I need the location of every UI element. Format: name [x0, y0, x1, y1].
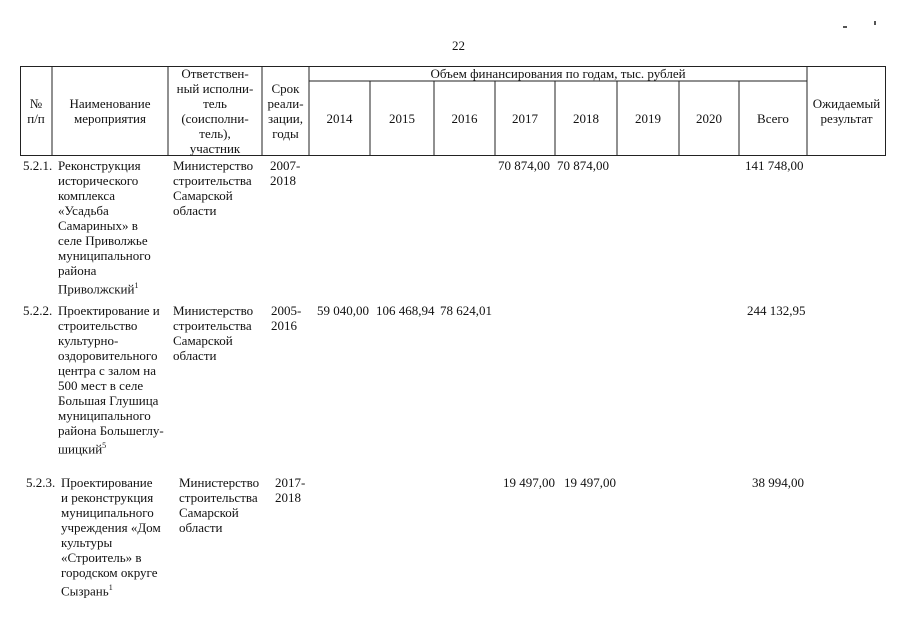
table-header — [20, 66, 886, 156]
scan-mark — [874, 21, 876, 25]
row-total: 244 132,95 — [747, 303, 806, 318]
row-responsible: Министерство строительства Самарской области — [173, 158, 254, 218]
header-year-2016: 2016 — [451, 111, 478, 126]
row-total: 141 748,00 — [745, 158, 804, 173]
header-year-2017: 2017 — [512, 111, 538, 126]
row-number: 5.2.3. — [26, 475, 56, 490]
row-total: 38 994,00 — [752, 475, 804, 490]
header-total: Всего — [757, 111, 789, 126]
row-value-2015: 106 468,94 — [376, 303, 435, 318]
header-funding-title: Объем финансирования по годам, тыс. рублей — [430, 66, 686, 81]
row-activity-name: Проектирование и реконструкция муниципального учреждения «Дом культуры «Строитель» в городском округе Сызрань$^1$ — [61, 475, 161, 599]
row-value-2016: 78 624,01 — [440, 303, 492, 318]
row-value-2018: 19 497,00 — [564, 475, 616, 490]
header-year-2018: 2018 — [573, 111, 599, 126]
header-num: № п/п — [27, 96, 45, 126]
row-responsible: Министерство строительства Самарской области — [173, 303, 254, 363]
header-result: Ожидаемый результат — [812, 96, 881, 126]
row-value-2017: 19 497,00 — [503, 475, 555, 490]
header-year-2019: 2019 — [635, 111, 661, 126]
scan-mark — [843, 26, 847, 28]
row-value-2014: 59 040,00 — [317, 303, 369, 318]
header-year-2014: 2014 — [326, 111, 353, 126]
row-period: 2005- 2016 — [271, 303, 302, 333]
header-name: Наименование мероприятия — [69, 96, 151, 126]
header-year-2020: 2020 — [696, 111, 722, 126]
row-period: 2017- 2018 — [275, 475, 306, 505]
header-responsible: Ответствен- ный исполни- тель (соисполни- тель), участник — [176, 66, 254, 156]
row-number: 5.2.1. — [23, 158, 53, 173]
row-activity-name: Проектирование и строительство культурно- оздоровительного центра с залом на 500 мест в селе Большая Глушица муниципального района Большеглу- шицкий$^5$ — [58, 303, 164, 457]
row-activity-name: Реконструкция исторического комплекса «Усадьба Самариных» в селе Приволжье муниципального района Приволжский$^1$ — [58, 158, 151, 297]
header-year-2015: 2015 — [389, 111, 415, 126]
row-responsible: Министерство строительства Самарской области — [179, 475, 260, 535]
row-value-2018: 70 874,00 — [557, 158, 609, 173]
row-number: 5.2.2. — [23, 303, 53, 318]
row-value-2017: 70 874,00 — [498, 158, 550, 173]
page-number: 22 — [452, 38, 465, 53]
header-period: Срок реали- зации, годы — [267, 81, 304, 141]
row-period: 2007- 2018 — [270, 158, 301, 188]
